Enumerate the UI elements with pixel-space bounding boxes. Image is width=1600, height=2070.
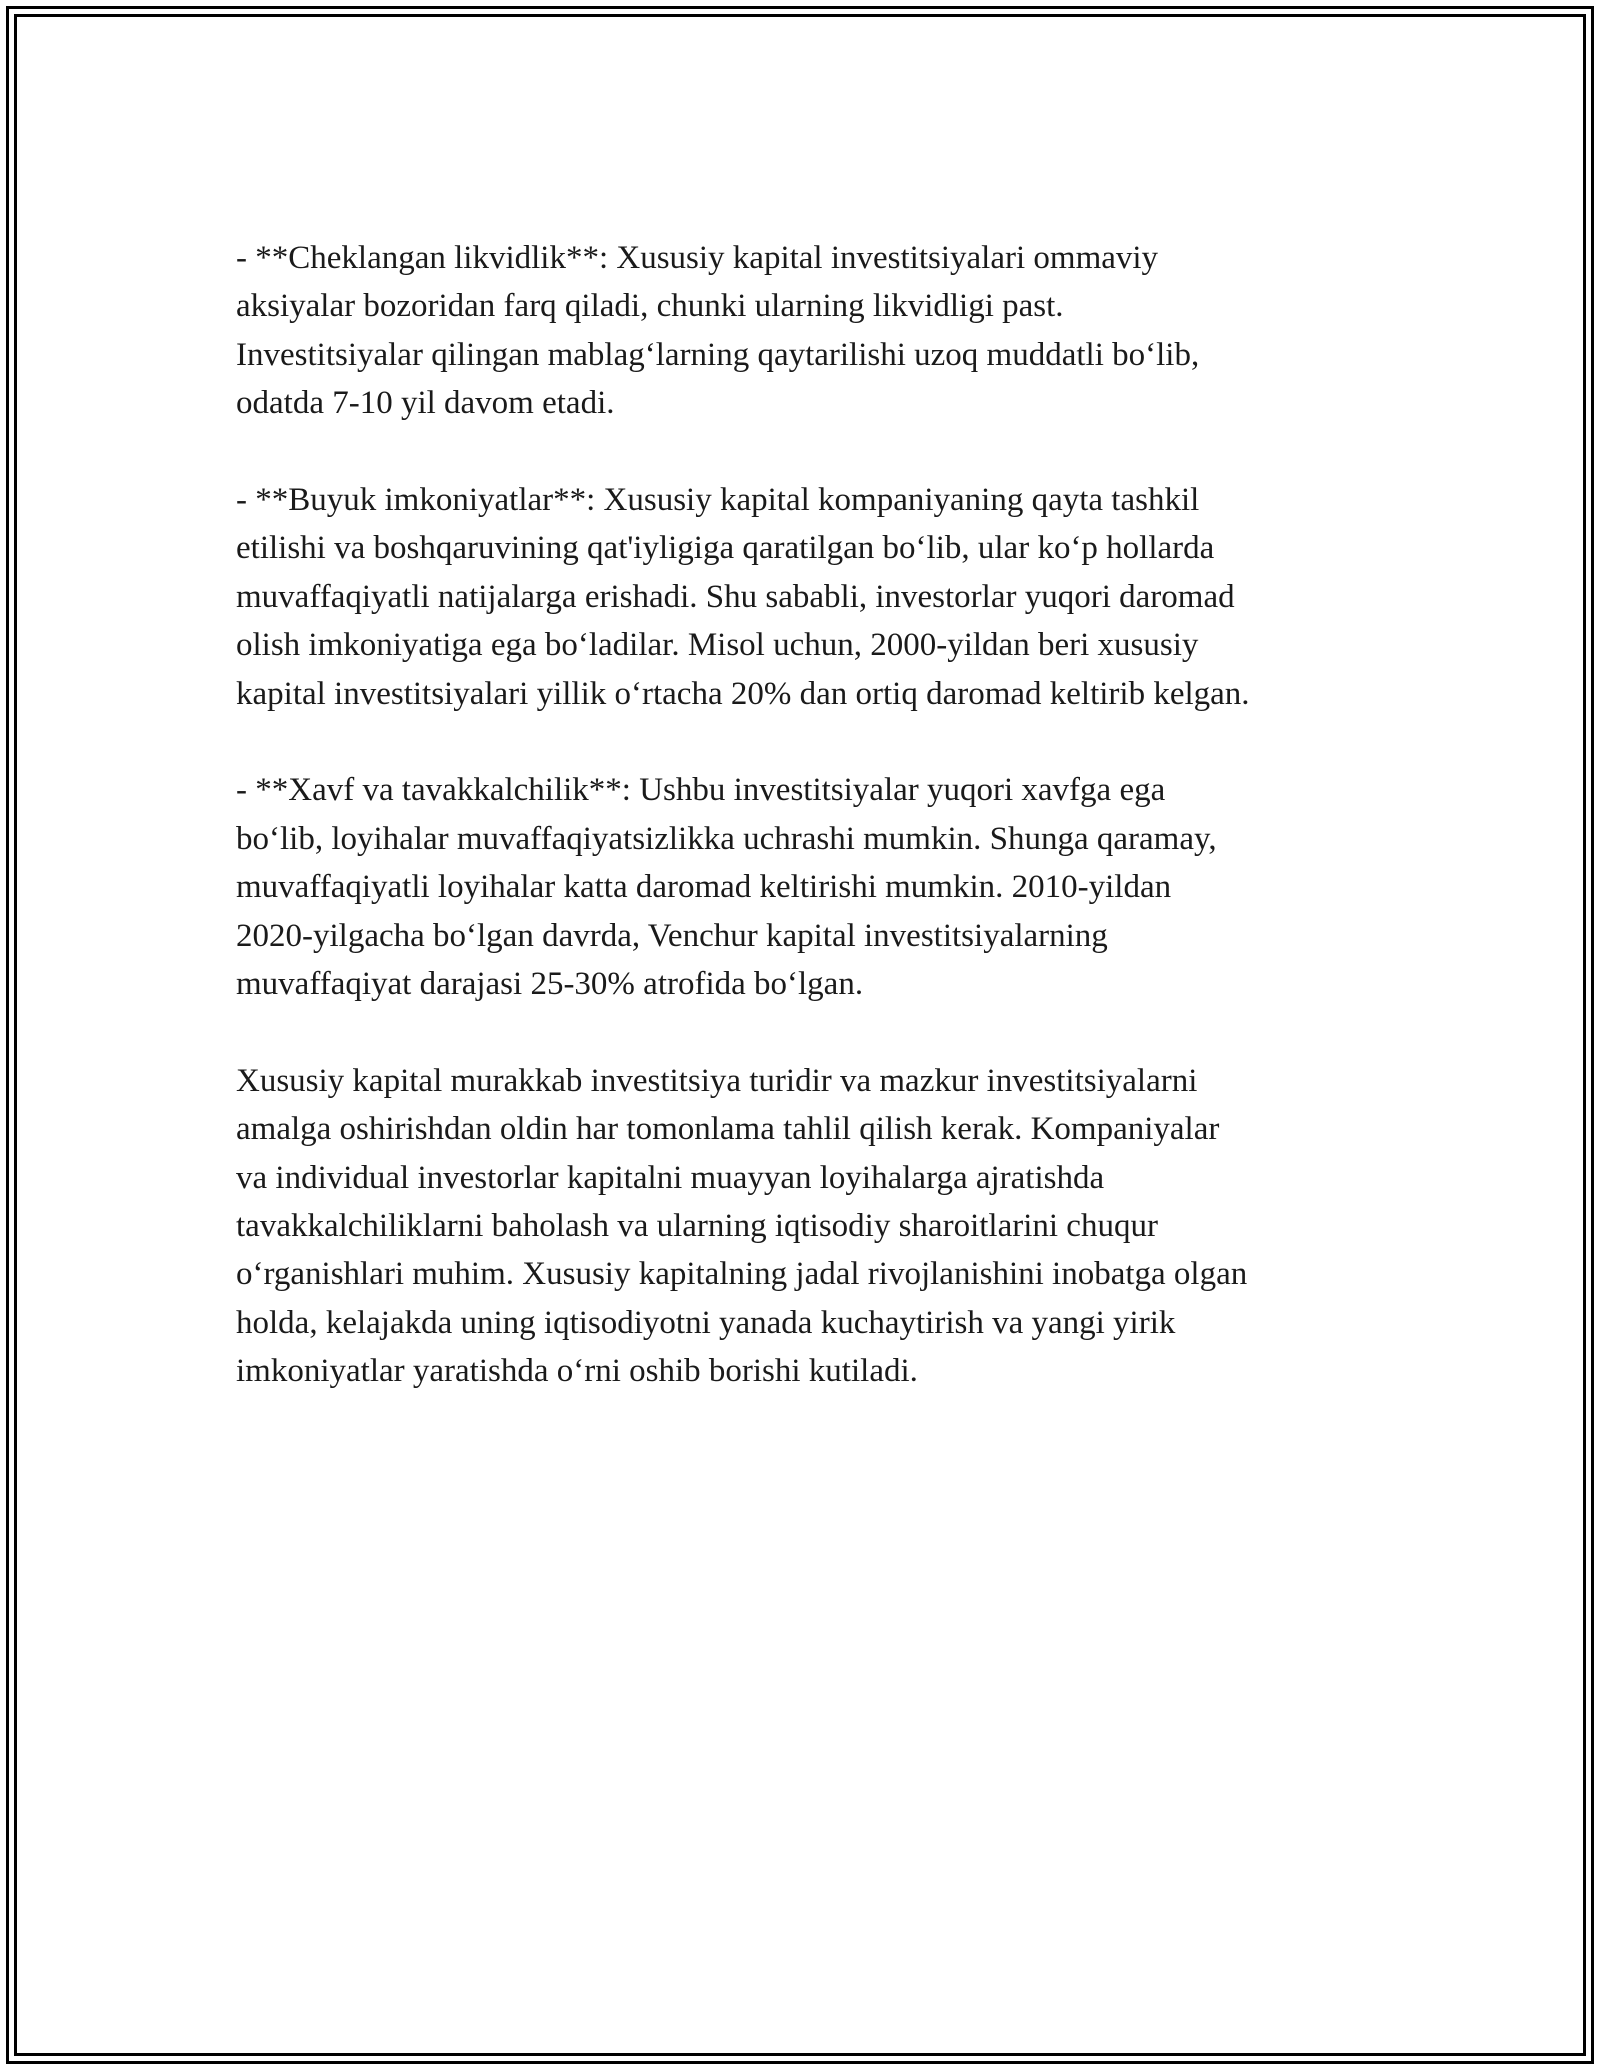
- paragraph-limited-liquidity: - **Cheklangan likvidlik**: Xususiy kapital investitsiyalari ommaviy aksiyalar bozoridan farq qiladi, chunki ularning likvidligi past. Investitsiyalar qilingan mablag‘larning qaytarilishi uzoq muddatli bo‘lib, odatda 7-10 yil davom etadi.: [236, 240, 1200, 422]
- paragraph-conclusion: Xususiy kapital murakkab investitsiya turidir va mazkur investitsiyalarni amalga oshirishdan oldin har tomonlama tahlil qilish kerak. Kompaniyalar va individual investorlar kapitalni muayyan loyihalarga ajratishda tavakkalchiliklarni baholash va ularning iqtisodiy sharoitlarini chuqur o‘rganishlari muhim. Xususiy kapitalning jadal rivojlanishini inobatga olgan holda, kelajakda uning iqtisodiyotni yanada kuchaytirish va yangi yirik imkoniyatlar yaratishda o‘rni oshib borishi kutiladi.: [236, 1062, 1248, 1390]
- paragraph-risk: - **Xavf va tavakkalchilik**: Ushbu investitsiyalar yuqori xavfga ega bo‘lib, loyihalar muvaffaqiyatsizlikka uchrashi mumkin. Shunga qaramay, muvaffaqiyatli loyihalar katta daromad keltirishi mumkin. 2010-yildan 2020-yilgacha bo‘lgan davrda, Venchur kapital investitsiyalarning muvaffaqiyat darajasi 25-30% atrofida bo‘lgan.: [236, 772, 1217, 1003]
- paragraph-great-opportunities: - **Buyuk imkoniyatlar**: Xususiy kapital kompaniyaning qayta tashkil etilishi va boshqaruvining qat'iyligiga qaratilgan bo‘lib, ular ko‘p hollarda muvaffaqiyatli natijalarga erishadi. Shu sababli, investorlar yuqori daromad olish imkoniyatiga ega bo‘ladilar. Misol uchun, 2000-yildan beri xususiy kapital investitsiyalari yillik o‘rtacha 20% dan ortiq daromad keltirib kelgan.: [236, 482, 1250, 712]
- document-body: [236, 234, 1396, 1444]
